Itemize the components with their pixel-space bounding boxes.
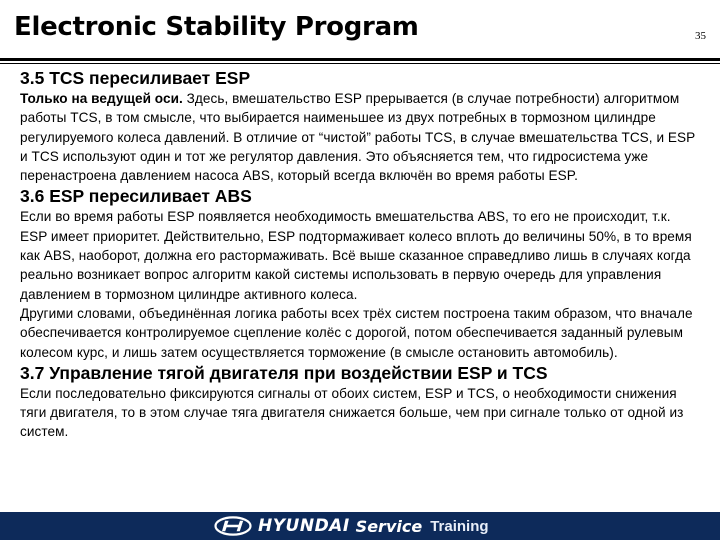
section-paragraph: Другими словами, объединённая логика работы всех трёх систем построена таким образом, что вначале обеспечивается контролируемое сцепление колёс с дорогой, потом обеспечивается заданный рулевым колесом курс, и лишь затем осуществляется торможение (в смысле остановить автомобиль). xyxy=(20,305,693,360)
section-3-7 xyxy=(20,362,700,442)
section-paragraph: Если во время работы ESP появляется необходимость вмешательства ABS, то его не происходит, т.к. ESP имеет приоритет. Действительно, ESP подтормаживает колесо вплоть до величины 50%, в то время как ABS, наоборот, должна его растормаживать. Всё выше сказанное справедливо лишь в случаях когда реально возникает вопрос алгоритм какой системы использовать в первую очередь для управления давлением в тормозном цилиндре активного колеса. xyxy=(20,209,692,302)
brand-service: Service xyxy=(355,516,423,536)
page-number: 35 xyxy=(695,30,706,42)
brand-lockup xyxy=(214,515,489,537)
header-divider-thin xyxy=(0,63,720,64)
section-heading: 3.5 TCS пересиливает ESP xyxy=(20,68,251,88)
section-3-5 xyxy=(20,67,700,185)
paragraph-lead: Только на ведущей оси. xyxy=(20,91,183,106)
slide-title: Electronic Stability Program xyxy=(14,12,419,42)
paragraph-text: Здесь, вмешательство ESP прерывается (в случае потребности) алгоритмом работы TCS, в том смысле, что выбирается наименьшее из двух потребных в тормозном цилиндре регулируемого колеса давлений. В отличие от “чистой” работы TCS, в случае вмешательства TCS, и ESP и TCS используют один и тот же регулятор давления. Это объясняется тем, что гидросистема уже перенастроена давлением насоса ABS, который всегда включён во время работы ESP. xyxy=(20,91,696,184)
brand-training: Training xyxy=(430,517,489,535)
header-divider-thick xyxy=(0,58,720,61)
slide-content xyxy=(20,67,700,442)
section-heading: 3.6 ESP пересиливает ABS xyxy=(20,186,252,207)
section-heading: 3.7 Управление тягой двигателя при воздействии ESP и TCS xyxy=(20,362,548,383)
section-paragraph xyxy=(20,89,700,185)
slide-header xyxy=(0,0,720,62)
section-paragraph: Если последовательно фиксируются сигналы от обоих систем, ESP и TCS, о необходимости снижения тяги двигателя, то в этом случае тяга двигателя снижается больше, чем при сигнале только от одной из систем. xyxy=(20,385,684,440)
brand-name: HYUNDAI xyxy=(258,516,350,536)
footer-bar xyxy=(0,512,720,540)
hyundai-logo-icon xyxy=(214,516,252,536)
section-3-6 xyxy=(20,185,700,361)
